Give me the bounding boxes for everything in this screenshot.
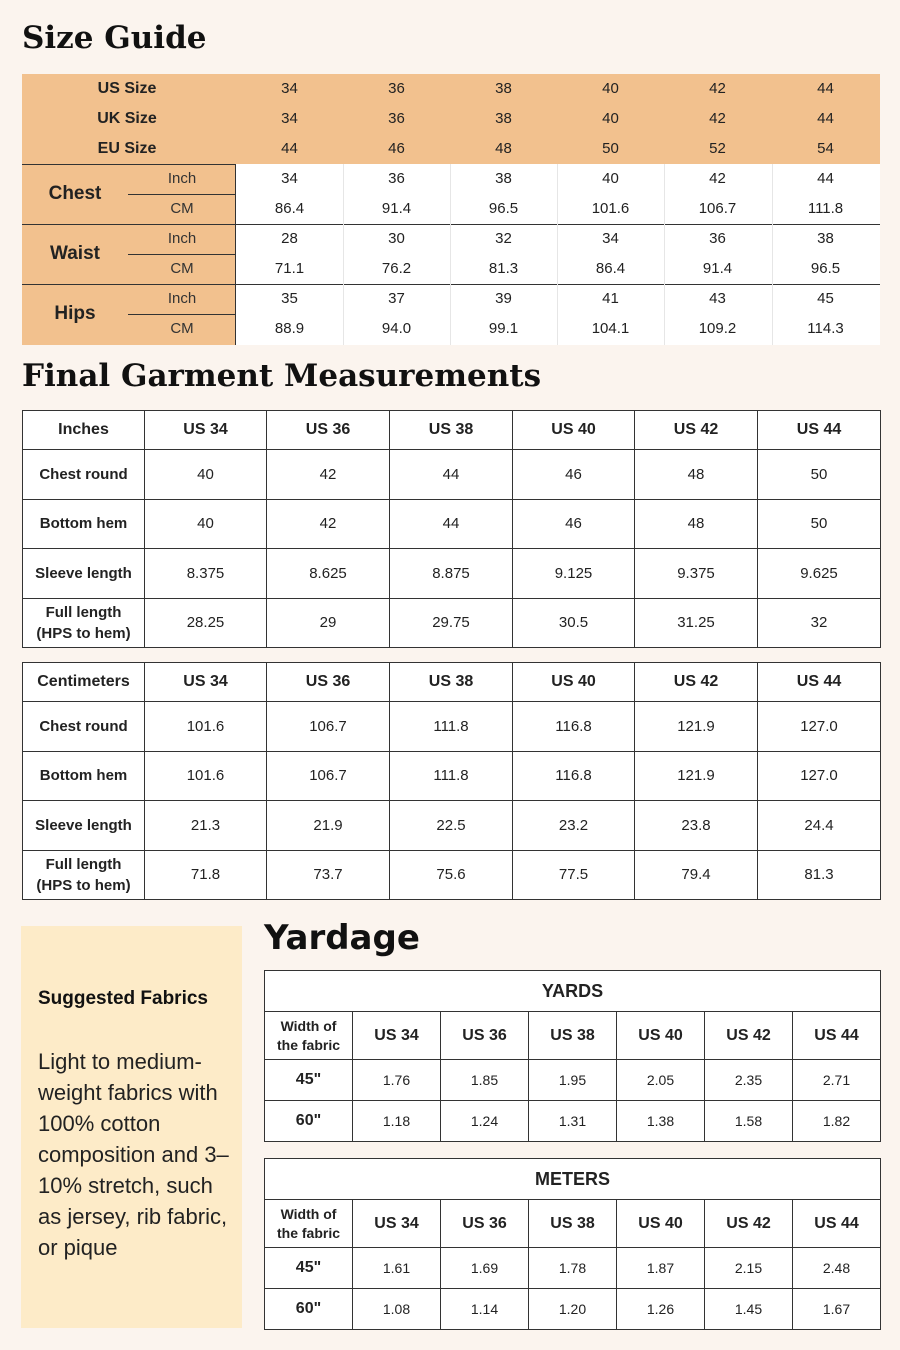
yardage-value: 1.67	[793, 1289, 881, 1330]
size-value: 50	[602, 140, 619, 157]
row-label-line: (HPS to hem)	[36, 624, 131, 642]
measurement-unit-label: Inch	[167, 230, 197, 247]
size-column-header: US 44	[758, 411, 881, 450]
size-guide-table	[22, 74, 880, 345]
yardage-value: 2.15	[705, 1248, 793, 1289]
measurement-group-label: Chest	[48, 183, 102, 204]
measurement-value: 28	[281, 230, 298, 247]
yardage-yards-table	[264, 970, 881, 1142]
measurement-value: 32	[758, 598, 881, 648]
measurement-value: 127.0	[758, 751, 881, 801]
size-column-header: US 40	[513, 663, 635, 702]
size-column-header: US 36	[267, 663, 390, 702]
measurement-value: 39	[495, 290, 512, 307]
size-value: 42	[709, 110, 726, 127]
size-column-header: US 44	[793, 1012, 881, 1060]
measurement-value: 116.8	[513, 751, 635, 801]
divider	[450, 164, 451, 345]
measurement-value: 104.1	[591, 320, 630, 337]
measurement-value: 114.3	[807, 320, 844, 337]
table-row	[23, 801, 881, 851]
yardage-value: 1.78	[529, 1248, 617, 1289]
measurement-value: 34	[281, 170, 298, 187]
measurement-value: 21.3	[145, 801, 267, 851]
table-caption: METERS	[265, 1159, 881, 1200]
row-label-line: (HPS to hem)	[36, 876, 131, 894]
fabric-width-value: 60"	[265, 1289, 353, 1330]
measurement-value: 48	[635, 450, 758, 500]
yardage-value: 1.20	[529, 1289, 617, 1330]
suggested-fabrics-panel	[21, 926, 242, 1328]
size-column-header: US 40	[617, 1200, 705, 1248]
measurement-group-label: Hips	[54, 303, 96, 324]
measurement-value: 9.375	[635, 549, 758, 599]
size-value: 38	[495, 110, 512, 127]
measurement-value: 106.7	[698, 200, 737, 217]
measurement-value: 111.8	[390, 751, 513, 801]
measurement-value: 30	[388, 230, 405, 247]
size-column-header: US 38	[390, 663, 513, 702]
measurement-value: 34	[602, 230, 619, 247]
final-garment-inches-table	[22, 410, 881, 648]
size-column-header: US 44	[793, 1200, 881, 1248]
caption-row	[265, 971, 881, 1012]
measurement-value: 121.9	[635, 702, 758, 752]
size-value: 46	[388, 140, 405, 157]
yardage-value: 2.48	[793, 1248, 881, 1289]
size-column-header: US 38	[390, 411, 513, 450]
measurement-value: 21.9	[267, 801, 390, 851]
measurement-value: 121.9	[635, 751, 758, 801]
measurement-value: 116.8	[513, 702, 635, 752]
measurement-value: 41	[602, 290, 619, 307]
yardage-value: 1.24	[441, 1101, 529, 1142]
table-row	[23, 450, 881, 500]
measurement-value: 44	[390, 450, 513, 500]
yardage-value: 1.38	[617, 1101, 705, 1142]
size-value: 48	[495, 140, 512, 157]
measurement-value: 96.5	[488, 200, 519, 217]
suggested-fabrics-text: Light to medium-weight fabrics with 100% cotton composition and 3–10% stretch, such as jersey, rib fabric, or pique	[38, 1049, 229, 1260]
table-row	[265, 1289, 881, 1330]
header-row	[23, 663, 881, 702]
measurement-value: 35	[281, 290, 298, 307]
table-caption: YARDS	[265, 971, 881, 1012]
final-garment-cm-table	[22, 662, 881, 900]
measurement-value: 46	[513, 450, 635, 500]
measurement-value: 22.5	[390, 801, 513, 851]
measurement-value: 42	[267, 450, 390, 500]
row-label-line: Full length	[45, 855, 122, 873]
measurement-value: 73.7	[267, 850, 390, 900]
yardage-value: 2.71	[793, 1060, 881, 1101]
yardage-value: 1.31	[529, 1101, 617, 1142]
measurement-value: 109.2	[698, 320, 737, 337]
measurement-value: 71.8	[145, 850, 267, 900]
size-column-header: US 34	[145, 411, 267, 450]
size-label: US Size	[97, 80, 157, 97]
size-column-header: US 34	[353, 1012, 441, 1060]
measurement-unit-label: CM	[170, 320, 194, 337]
header-row	[23, 411, 881, 450]
size-column-header: US 42	[635, 663, 758, 702]
measurement-value: 48	[635, 499, 758, 549]
measurement-unit-label: Inch	[167, 290, 197, 307]
yardage-meters-table	[264, 1158, 881, 1330]
row-label-line: Bottom hem	[39, 767, 128, 785]
table-row	[23, 499, 881, 549]
yardage-value: 1.82	[793, 1101, 881, 1142]
measurement-value: 43	[709, 290, 726, 307]
measurement-value: 101.6	[591, 200, 630, 217]
size-column-header: US 38	[529, 1200, 617, 1248]
measurement-unit-label: Inch	[167, 170, 197, 187]
size-value: 36	[388, 110, 405, 127]
measurement-value: 71.1	[274, 260, 305, 277]
measurement-unit-label: CM	[170, 260, 194, 277]
measurement-value: 106.7	[267, 751, 390, 801]
measurement-value: 36	[709, 230, 726, 247]
size-value: 36	[388, 80, 405, 97]
yardage-title: Yardage	[264, 918, 420, 958]
size-label: UK Size	[97, 110, 157, 127]
row-label	[23, 549, 145, 599]
row-label-line: Chest round	[39, 465, 128, 483]
yardage-value: 1.58	[705, 1101, 793, 1142]
measurement-unit-label: CM	[170, 200, 194, 217]
size-value: 54	[817, 140, 834, 157]
fabric-width-label-line: Width of	[280, 1205, 337, 1222]
measurement-value: 101.6	[145, 751, 267, 801]
measurement-value: 8.375	[145, 549, 267, 599]
size-guide-title: Size Guide	[22, 20, 207, 56]
measurement-value: 81.3	[488, 260, 519, 277]
fabric-width-value: 45"	[265, 1248, 353, 1289]
size-value: 38	[495, 80, 512, 97]
fabric-width-label	[265, 1012, 353, 1060]
yardage-value: 1.45	[705, 1289, 793, 1330]
size-column-header: US 42	[705, 1200, 793, 1248]
size-column-header: US 40	[513, 411, 635, 450]
measurement-value: 79.4	[635, 850, 758, 900]
row-label	[23, 850, 145, 900]
size-value: 44	[817, 80, 834, 97]
measurement-value: 88.9	[274, 320, 305, 337]
fabric-width-label-line: the fabric	[276, 1224, 340, 1241]
measurement-value: 81.3	[758, 850, 881, 900]
table-row	[23, 598, 881, 648]
table-row	[265, 1101, 881, 1142]
measurement-value: 101.6	[145, 702, 267, 752]
measurement-value: 30.5	[513, 598, 635, 648]
size-value: 40	[602, 80, 619, 97]
measurement-value: 9.125	[513, 549, 635, 599]
size-column-header: US 44	[758, 663, 881, 702]
measurement-value: 38	[817, 230, 834, 247]
divider	[343, 164, 344, 345]
yardage-value: 1.26	[617, 1289, 705, 1330]
measurement-value: 9.625	[758, 549, 881, 599]
yardage-value: 1.69	[441, 1248, 529, 1289]
measurement-value: 75.6	[390, 850, 513, 900]
yardage-value: 2.35	[705, 1060, 793, 1101]
size-column-header: US 36	[441, 1200, 529, 1248]
measurement-value: 44	[390, 499, 513, 549]
table-row	[23, 751, 881, 801]
measurement-value: 40	[602, 170, 619, 187]
measurement-value: 28.25	[145, 598, 267, 648]
measurement-value: 96.5	[810, 260, 841, 277]
table-row	[265, 1060, 881, 1101]
measurement-value: 42	[709, 170, 726, 187]
size-value: 44	[817, 110, 834, 127]
measurement-value: 111.8	[807, 200, 844, 217]
yardage-value: 1.61	[353, 1248, 441, 1289]
measurement-value: 94.0	[381, 320, 412, 337]
size-value: 52	[709, 140, 726, 157]
size-column-header: US 42	[635, 411, 758, 450]
measurement-value: 91.4	[702, 260, 733, 277]
measurement-value: 111.8	[390, 702, 513, 752]
yardage-value: 1.87	[617, 1248, 705, 1289]
measurement-value: 99.1	[488, 320, 519, 337]
measurement-value: 106.7	[267, 702, 390, 752]
row-label-line: Bottom hem	[39, 515, 128, 533]
row-label	[23, 450, 145, 500]
row-label	[23, 702, 145, 752]
row-label-line: Full length	[45, 603, 122, 621]
measurement-value: 86.4	[595, 260, 626, 277]
size-column-header: US 42	[705, 1012, 793, 1060]
yardage-value: 1.14	[441, 1289, 529, 1330]
size-value: 34	[281, 110, 298, 127]
divider	[772, 164, 773, 345]
table-row	[23, 549, 881, 599]
measurement-value: 38	[495, 170, 512, 187]
measurement-value: 91.4	[381, 200, 412, 217]
measurement-value: 40	[145, 499, 267, 549]
size-value: 42	[709, 80, 726, 97]
measurement-value: 44	[817, 170, 834, 187]
fabric-width-label-line: the fabric	[276, 1036, 340, 1053]
yardage-value: 2.05	[617, 1060, 705, 1101]
fabric-width-value: 60"	[265, 1101, 353, 1142]
header-row	[265, 1200, 881, 1248]
table-row	[23, 850, 881, 900]
yardage-value: 1.76	[353, 1060, 441, 1101]
header-row	[265, 1012, 881, 1060]
size-column-header: US 36	[267, 411, 390, 450]
measurement-value: 76.2	[381, 260, 412, 277]
size-value: 34	[281, 80, 298, 97]
yardage-value: 1.85	[441, 1060, 529, 1101]
row-label	[23, 598, 145, 648]
measurement-value: 46	[513, 499, 635, 549]
measurement-value: 50	[758, 450, 881, 500]
divider	[557, 164, 558, 345]
row-label	[23, 801, 145, 851]
measurement-value: 23.2	[513, 801, 635, 851]
suggested-fabrics-title: Suggested Fabrics	[38, 988, 208, 1009]
measurement-value: 8.625	[267, 549, 390, 599]
yardage-value: 1.18	[353, 1101, 441, 1142]
unit-label: Centimeters	[23, 663, 145, 702]
fabric-width-label	[265, 1200, 353, 1248]
measurement-value: 45	[817, 290, 834, 307]
size-column-header: US 34	[145, 663, 267, 702]
fabric-width-value: 45"	[265, 1060, 353, 1101]
size-value: 44	[281, 140, 298, 157]
measurement-value: 23.8	[635, 801, 758, 851]
measurement-value: 24.4	[758, 801, 881, 851]
measurement-value: 29.75	[390, 598, 513, 648]
yardage-value: 1.95	[529, 1060, 617, 1101]
row-label	[23, 751, 145, 801]
fabric-width-label-line: Width of	[280, 1017, 337, 1034]
measurement-value: 29	[267, 598, 390, 648]
divider	[664, 164, 665, 345]
size-column-header: US 38	[529, 1012, 617, 1060]
measurement-value: 36	[388, 170, 405, 187]
measurement-value: 127.0	[758, 702, 881, 752]
row-label-line: Chest round	[39, 717, 128, 735]
row-label	[23, 499, 145, 549]
final-garment-title: Final Garment Measurements	[22, 358, 542, 394]
measurement-value: 31.25	[635, 598, 758, 648]
measurement-value: 42	[267, 499, 390, 549]
measurement-group-label: Waist	[50, 243, 100, 264]
measurement-value: 32	[495, 230, 512, 247]
measurement-value: 77.5	[513, 850, 635, 900]
measurement-value: 86.4	[274, 200, 305, 217]
row-label-line: Sleeve length	[35, 564, 132, 582]
row-label-line: Sleeve length	[35, 816, 132, 834]
table-row	[265, 1248, 881, 1289]
size-value: 40	[602, 110, 619, 127]
measurement-value: 50	[758, 499, 881, 549]
caption-row	[265, 1159, 881, 1200]
yardage-value: 1.08	[353, 1289, 441, 1330]
unit-label: Inches	[23, 411, 145, 450]
measurement-value: 40	[145, 450, 267, 500]
size-column-header: US 40	[617, 1012, 705, 1060]
measurement-value: 37	[388, 290, 405, 307]
measurement-value: 8.875	[390, 549, 513, 599]
table-row	[23, 702, 881, 752]
size-column-header: US 34	[353, 1200, 441, 1248]
size-column-header: US 36	[441, 1012, 529, 1060]
size-label: EU Size	[97, 140, 157, 157]
